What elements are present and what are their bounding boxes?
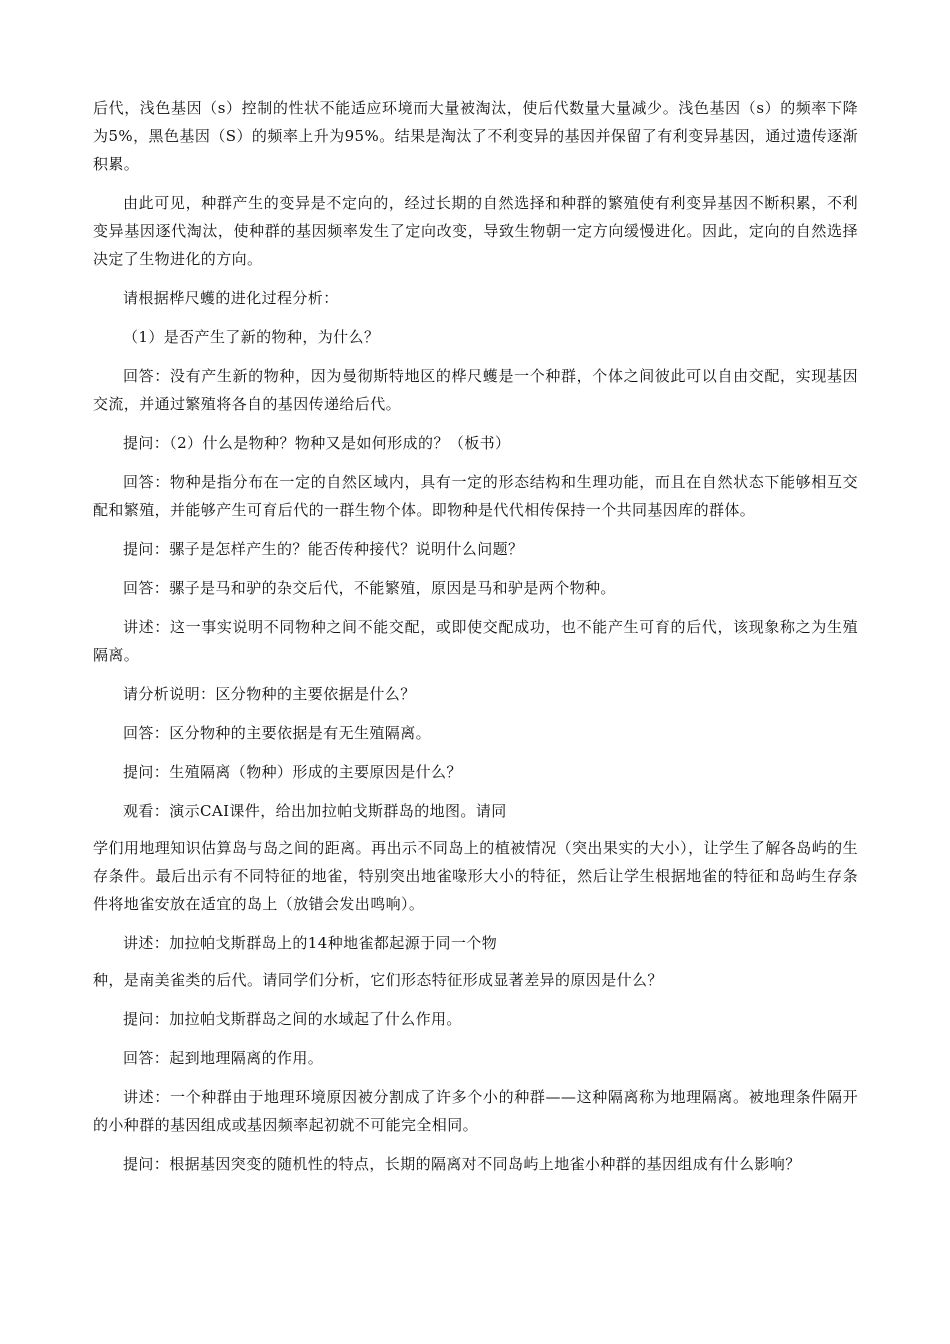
paragraph: 请根据桦尺蠖的进化过程分析：	[123, 289, 339, 307]
paragraph: 观看：演示CAI课件，给出加拉帕戈斯群岛的地图。请同	[123, 802, 507, 820]
paragraph: （1）是否产生了新的物种，为什么？	[123, 328, 380, 346]
paragraph-continuation: 学们用地理知识估算岛与岛之间的距离。再出示不同岛上的植被情况（突出果实的大小），让学生了解各岛屿的生存条件。最后出示有不同特征的地雀，特别突出地雀喙形大小的特征，然后让学生根据地雀的特征和岛屿生存条件将地雀安放在适宜的岛上（放错会发出鸣响）。	[93, 839, 858, 913]
paragraph: 提问：加拉帕戈斯群岛之间的水域起了什么作用。	[123, 1010, 462, 1028]
paragraph: 回答：区分物种的主要依据是有无生殖隔离。	[123, 724, 432, 742]
paragraph: 回答：起到地理隔离的作用。	[123, 1049, 324, 1067]
paragraph: 提问：骡子是怎样产生的？能否传种接代？说明什么问题？	[123, 540, 524, 558]
paragraph: 提问：生殖隔离（物种）形成的主要原因是什么？	[123, 763, 462, 781]
paragraph: 回答：物种是指分布在一定的自然区域内，具有一定的形态结构和生理功能，而且在自然状态下能够相互交配和繁殖，并能够产生可育后代的一群生物个体。即物种是代代相传保持一个共同基因库的群体。	[93, 473, 858, 519]
paragraph: 后代，浅色基因（s）控制的性状不能适应环境而大量被淘汰，使后代数量大量减少。浅色基因（s）的频率下降为5%，黑色基因（S）的频率上升为95%。结果是淘汰了不利变异的基因并保留了有利变异基因，通过遗传逐渐积累。	[93, 99, 858, 173]
paragraph: 回答：骡子是马和驴的杂交后代，不能繁殖，原因是马和驴是两个物种。	[123, 579, 616, 597]
paragraph: 提问：根据基因突变的随机性的特点，长期的隔离对不同岛屿上地雀小种群的基因组成有什么影响？	[123, 1155, 801, 1173]
paragraph: 讲述：加拉帕戈斯群岛上的14种地雀都起源于同一个物	[123, 934, 498, 952]
document-body	[93, 94, 858, 1189]
paragraph: 讲述：一个种群由于地理环境原因被分割成了许多个小的种群——这种隔离称为地理隔离。被地理条件隔开的小种群的基因组成或基因频率起初就不可能完全相同。	[93, 1088, 858, 1134]
paragraph: 提问：（2）什么是物种？物种又是如何形成的？（板书）	[123, 434, 511, 452]
paragraph: 由此可见，种群产生的变异是不定向的，经过长期的自然选择和种群的繁殖使有利变异基因不断积累，不利变异基因逐代淘汰，使种群的基因频率发生了定向改变，导致生物朝一定方向缓慢进化。因此，定向的自然选择决定了生物进化的方向。	[93, 194, 858, 268]
paragraph: 回答：没有产生新的物种，因为曼彻斯特地区的桦尺蠖是一个种群，个体之间彼此可以自由交配，实现基因交流，并通过繁殖将各自的基因传递给后代。	[93, 367, 858, 413]
paragraph: 请分析说明：区分物种的主要依据是什么？	[123, 685, 416, 703]
paragraph-continuation: 种，是南美雀类的后代。请同学们分析，它们形态特征形成显著差异的原因是什么？	[93, 971, 663, 989]
paragraph: 讲述：这一事实说明不同物种之间不能交配，或即使交配成功，也不能产生可育的后代，该现象称之为生殖隔离。	[93, 618, 858, 664]
